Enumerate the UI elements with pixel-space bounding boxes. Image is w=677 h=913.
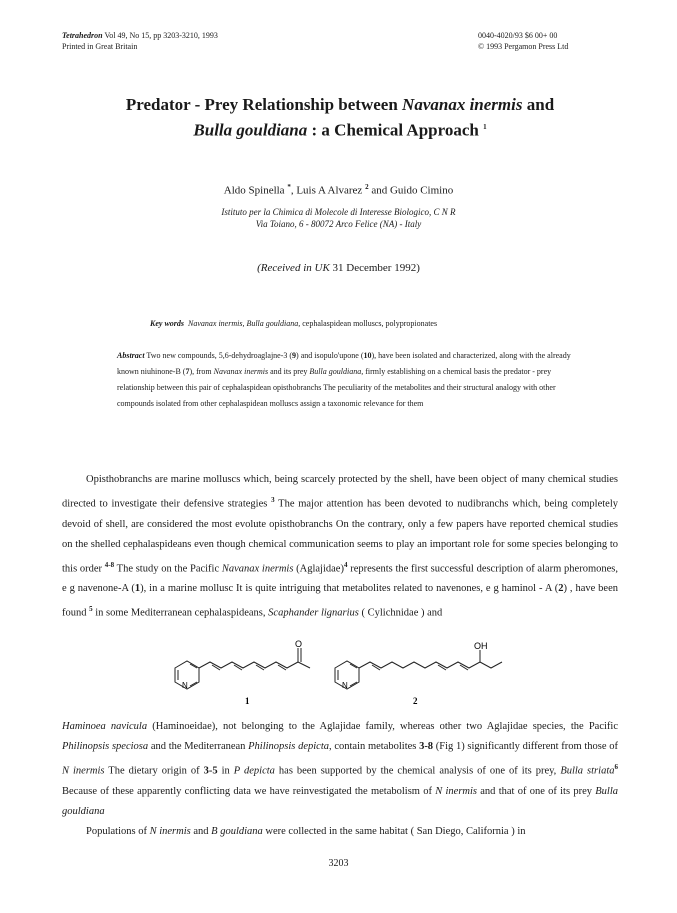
body-text: The study on the Pacific (114, 563, 222, 574)
affiliation-line: Via Toiano, 6 - 80072 Arco Felice (NA) - Italy (255, 219, 422, 229)
body-text: has been supported by the chemical analysis of one of its prey, (274, 765, 561, 777)
compound-ref: 1 (134, 583, 141, 594)
body-text: ), in a marine mollusc It is quite intriguing that metabolites related to navenones, e g haminol - A ( (140, 583, 559, 594)
title-species-1: Navanax inermis (402, 95, 523, 114)
page-number: 3203 (328, 858, 349, 869)
reference-mark: 5 (89, 605, 93, 613)
body-text: (Haminoeidae), not belonging to the Aglajidae family, whereas other two Aglajidae species, the Pacific (147, 721, 618, 732)
species-name: N inermis (149, 825, 191, 837)
affiliation-line: Istituto per la Chimica di Molecole di Interesse Biologico, C N R (221, 207, 456, 217)
journal-header-left (62, 30, 218, 52)
species-name: Bulla gouldiana, (309, 367, 364, 376)
nitrogen-label: N (342, 681, 348, 690)
species-name: B gouldiana (211, 825, 263, 837)
species-name: N inermis (435, 785, 478, 797)
keywords-terms: cephalaspidean molluscs, polypropionates (300, 319, 438, 328)
body-text: ) , have been found (62, 583, 619, 619)
body-text: (Fig 1) significantly different from those of (433, 741, 618, 752)
received-day: 31 December (332, 262, 392, 274)
keywords-label: Key words (150, 319, 184, 328)
body-text: The dietary origin of (104, 765, 204, 777)
species-name: Philinopsis speciosa (62, 741, 149, 752)
compound-label-1: 1 (245, 696, 250, 706)
body-text: in (217, 765, 234, 777)
received-year: 1992) (391, 262, 420, 274)
reference-mark: 3 (271, 496, 275, 504)
author-list (0, 183, 677, 197)
species-name: Haminoea navicula (62, 721, 148, 732)
title-text: and (522, 95, 555, 114)
affiliation (0, 206, 677, 230)
body-text: The major attention has been devoted to nudibranchs which, being completely devoid of shell, are considered the most evolute opisthobranchs On the contrary, only a few papers have reported chemical studies on the shelled cephalaspideans even though chemical communication seems to play an important role for some species belonging to this order (62, 498, 618, 574)
title-text: Predator - Prey Relationship between (125, 95, 403, 114)
compound-ref: 10 (363, 351, 372, 360)
printed-note: Printed in Great Britain (62, 42, 138, 51)
keywords-species: Navanax inermis, Bulla gouldiana, (188, 319, 301, 328)
abstract-text: Two new compounds, 5,6-dehydroaglajne-3 ( (144, 351, 293, 360)
body-paragraph-1 (62, 470, 618, 624)
hydroxyl-label: OH (474, 641, 488, 651)
compound-ref: 7 (185, 367, 190, 376)
species-name: P depicta (233, 765, 275, 777)
journal-header-right (478, 30, 568, 52)
species-name: Bulla striata (560, 765, 615, 777)
journal-name: Tetrahedron (62, 31, 103, 40)
abstract-text: firmly establishing on a chemical basis the predator - prey relationship between this pair of cephalaspidean opisthobranchs The peculiarity of the metabolites and their structural analogy with other compounds isolated from other cephalaspidean molluscs assign a taxonomic relevance for them (117, 367, 556, 408)
structure-2 (335, 650, 502, 689)
body-text: were collected in the same habitat ( San Diego, California ) in (262, 825, 526, 837)
corresponding-mark: * (287, 183, 291, 191)
issn-code: 0040-4020/93 $6 00+ 00 (478, 31, 558, 40)
body-text: and that of one of its prey (477, 785, 596, 797)
journal-volume: Vol 49, No 15, pp 3203-3210, 1993 (104, 31, 218, 40)
polyene-chain-1 (199, 662, 298, 668)
author-footnote-mark: 2 (365, 183, 369, 191)
body-text: and (190, 825, 212, 837)
paper-title (40, 94, 640, 142)
chemical-structures (155, 640, 535, 710)
abstract-text: ) and isopulo'upone ( (296, 351, 364, 360)
title-footnote-mark: 1 (483, 123, 487, 131)
abstract-text: and its prey (268, 367, 310, 376)
body-text: Populations of (86, 825, 150, 837)
nitrogen-label: N (182, 681, 188, 690)
body-paragraph-2 (62, 717, 618, 842)
received-label: (Received in UK (257, 262, 333, 274)
species-name: Navanax inermis (213, 367, 269, 376)
abstract-label: Abstract (117, 351, 145, 360)
carbonyl-o-label: O (295, 640, 303, 649)
body-text: (Aglajidae) (293, 563, 344, 574)
body-text: represents the first successful description of alarm pheromones, e g navenone-A ( (62, 563, 618, 594)
title-species-2: Bulla gouldiana (193, 120, 308, 140)
species-name: Philinopsis depicta (248, 741, 330, 752)
body-text: ( Cylichnidae ) and (358, 607, 443, 619)
species-name: Navanax inermis (221, 563, 294, 574)
keywords (150, 319, 437, 328)
body-text: Because of these apparently conflicting data we have reinvestigated the metabolism of (62, 785, 436, 797)
abstract-text: ), from (189, 367, 214, 376)
body-text: and the Mediterranean (148, 741, 249, 752)
reference-mark: 4-8 (104, 560, 115, 569)
author-name: and Guido Cimino (368, 184, 454, 197)
reference-mark: 4 (343, 560, 348, 569)
body-text: Opisthobranchs are marine molluscs which, being scarcely protected by the shell, have been object of many chemical studies directed to investigate their defensive strategies (62, 474, 618, 510)
author-name: , Luis A Alvarez (290, 184, 366, 197)
body-text: , contain metabolites (329, 741, 420, 752)
abstract (117, 348, 577, 412)
species-name: Bulla gouldiana (62, 785, 618, 817)
compound-ref: 3-8 (419, 741, 434, 752)
author-name: Aldo Spinella (223, 184, 288, 197)
reference-mark: 6 (614, 763, 618, 771)
species-name: N inermis (62, 765, 105, 777)
copyright: © 1993 Pergamon Press Ltd (478, 42, 569, 51)
abstract-text: ), have been isolated and characterized, along with the already known niuhinone-B ( (117, 351, 571, 376)
alkyl-chain-2 (359, 662, 502, 668)
compound-ref: 3-5 (203, 765, 218, 777)
structure-1 (175, 648, 310, 689)
species-name: Scaphander lignarius (268, 607, 359, 619)
received-date (0, 262, 677, 274)
compound-label-2: 2 (413, 696, 418, 706)
compound-ref: 9 (292, 351, 297, 360)
body-text: in some Mediterranean cephalaspideans, (92, 607, 269, 619)
title-text: : a Chemical Approach (307, 120, 484, 140)
compound-ref: 2 (558, 583, 564, 594)
